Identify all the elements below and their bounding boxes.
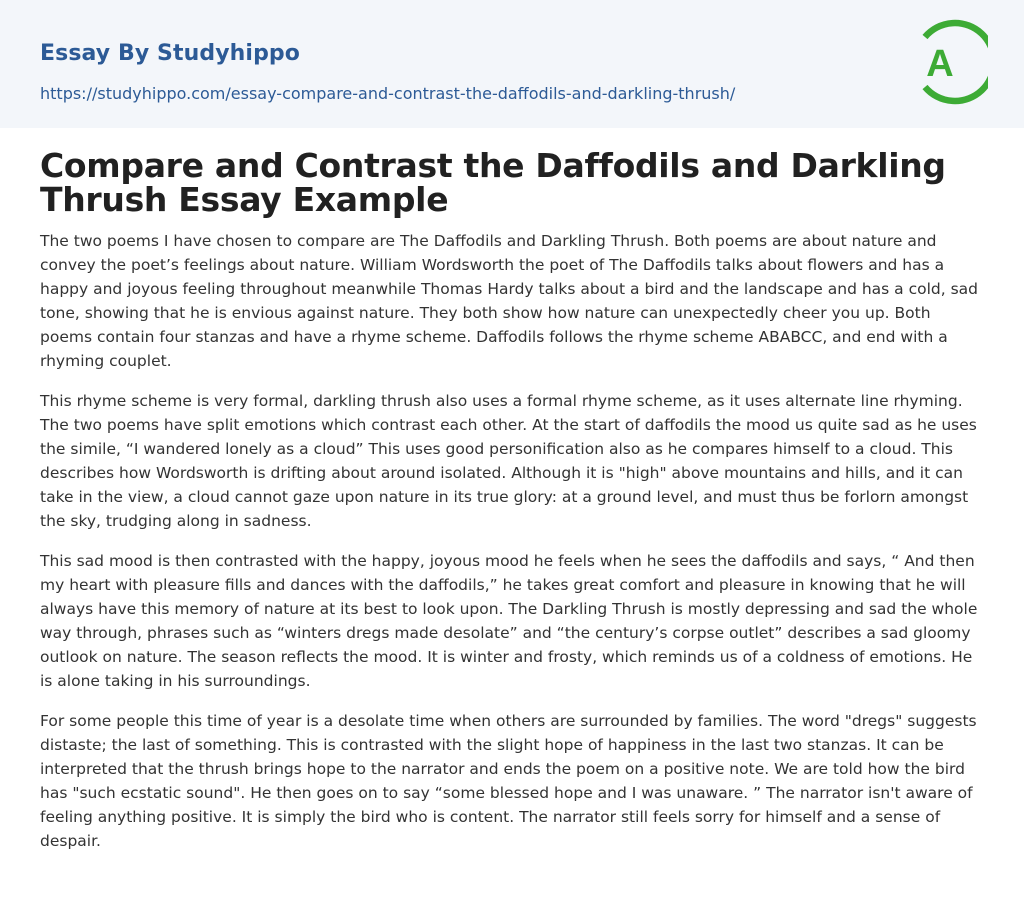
article-paragraph: This rhyme scheme is very formal, darkling thrush also uses a formal rhyme scheme, as it uses alternate line rhyming. The two poems have split emotions which contrast each other. At the start of daffodils the mood us quite sad as he uses the simile, “I wandered lonely as a cloud” This uses good personification also as he compares himself to a cloud. This describes how Wordsworth is drifting about around isolated. Although it is "high" above mountains and hills, and it can take in the view, a cloud cannot gaze upon nature in its true glory: at a ground level, and must thus be forlorn amongst the sky, trudging along in sadness.	[40, 392, 977, 530]
article-paragraph: For some people this time of year is a desolate time when others are surrounded by families. The word "dregs" suggests distaste; the last of something. This is contrasted with the slight hope of happiness in the last two stanzas. It can be interpreted that the thrush brings hope to the narrator and ends the poem on a positive note. We are told how the bird has "such ecstatic sound". He then goes on to say “some blessed hope and I was unaware. ” The narrator isn't aware of feeling anything positive. It is simply the bird who is content. The narrator still feels sorry for himself and a sense of despair.	[40, 712, 977, 850]
circle-letter-a-logo-icon[interactable]	[912, 19, 988, 105]
article-title: Compare and Contrast the Daffodils and Darkling Thrush Essay Example	[40, 146, 946, 219]
site-header	[0, 0, 1024, 128]
article-body	[0, 128, 1024, 853]
source-url-link[interactable]: https://studyhippo.com/essay-compare-and-contrast-the-daffodils-and-darkling-thrush/	[40, 84, 736, 103]
article-paragraph: The two poems I have chosen to compare are The Daffodils and Darkling Thrush. Both poems are about nature and convey the poet’s feelings about nature. William Wordsworth the poet of The Daffodils talks about flowers and has a happy and joyous feeling throughout meanwhile Thomas Hardy talks about a bird and the landscape and has a cold, sad tone, showing that he is envious against nature. They both show how nature can unexpectedly cheer you up. Both poems contain four stanzas and have a rhyme scheme. Daffodils follows the rhyme scheme ABABCC, and end with a rhyming couplet.	[40, 232, 979, 370]
site-brand[interactable]: Essay By Studyhippo	[40, 41, 300, 66]
logo-letter: A	[926, 43, 954, 85]
article-paragraph: This sad mood is then contrasted with the happy, joyous mood he feels when he sees the daffodils and says, “ And then my heart with pleasure fills and dances with the daffodils,” he takes great comfort and pleasure in knowing that he will always have this memory of nature at its best to look upon. The Darkling Thrush is mostly depressing and sad the whole way through, phrases such as “winters dregs made desolate” and “the century’s corpse outlet” describes a sad gloomy outlook on nature. The season reflects the mood. It is winter and frosty, which reminds us of a coldness of emotions. He is alone taking in his surroundings.	[40, 552, 978, 690]
